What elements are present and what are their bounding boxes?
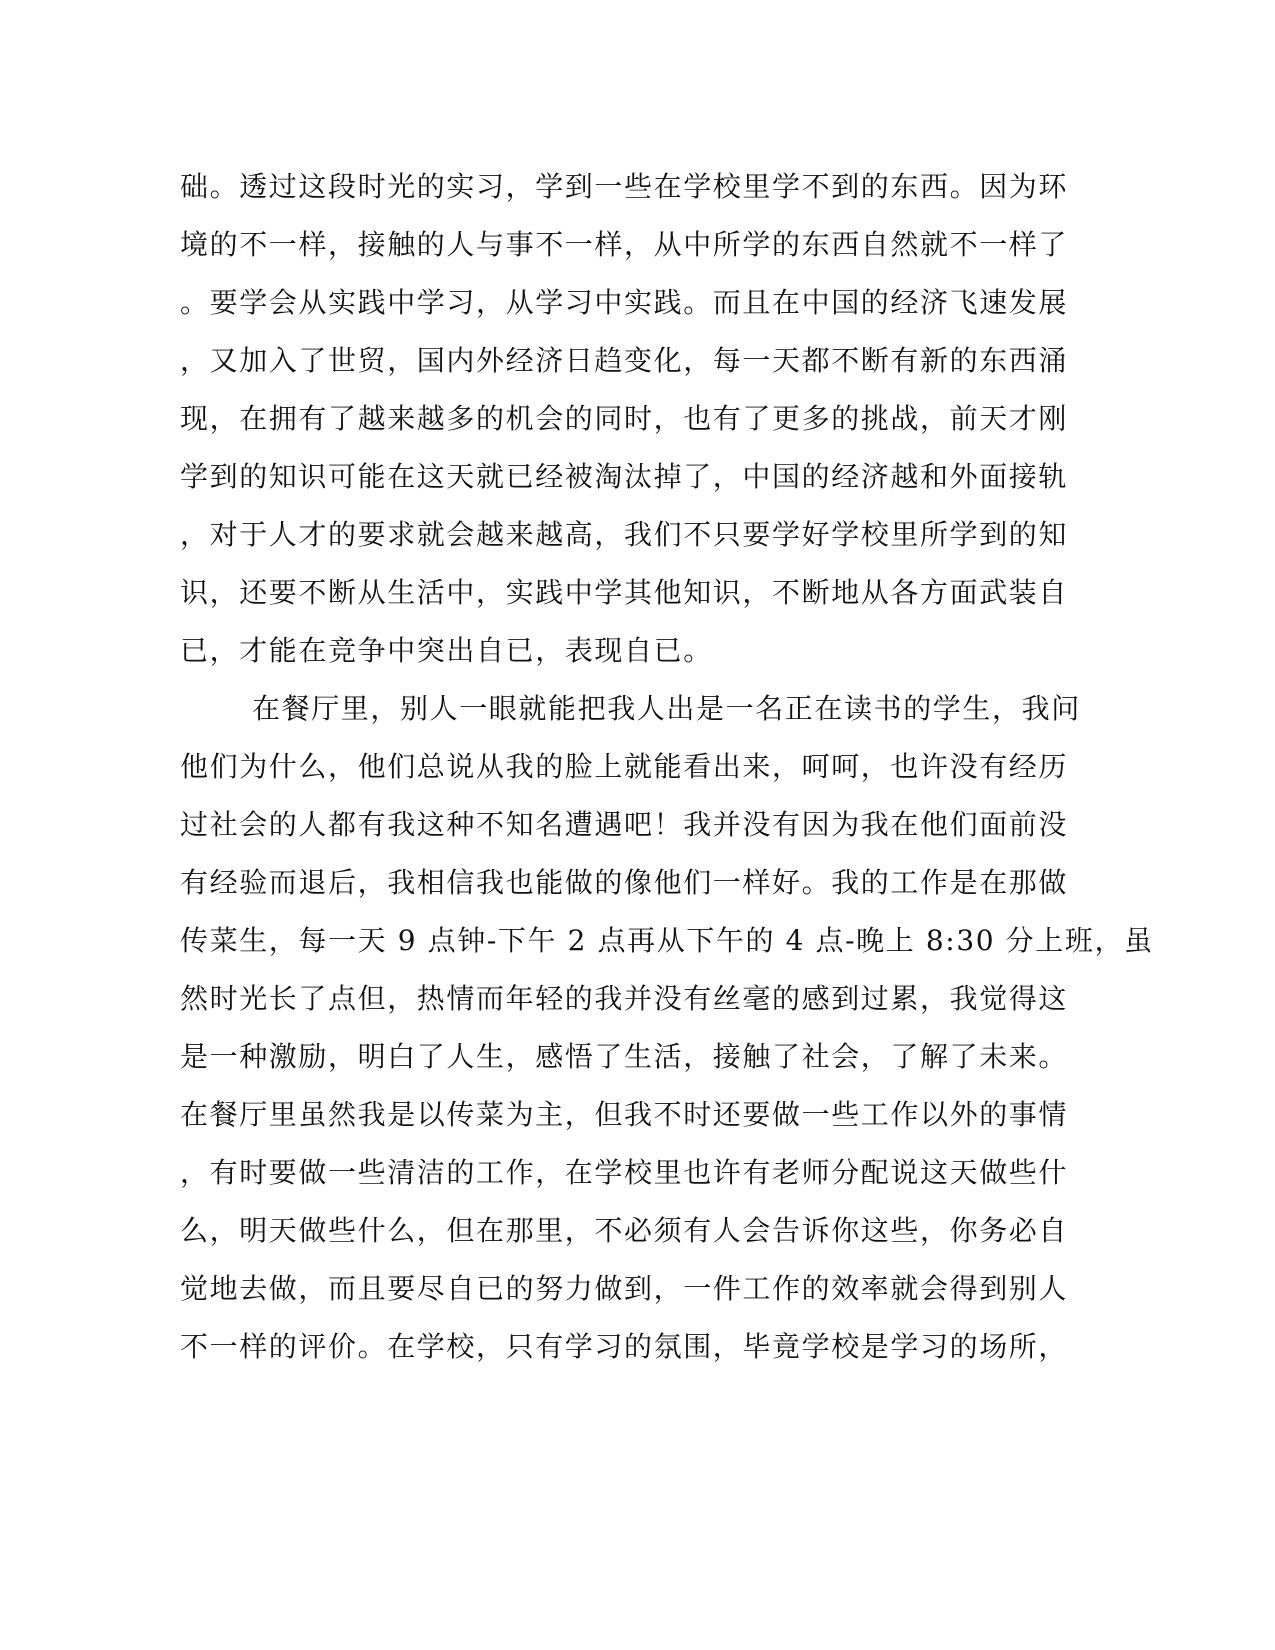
- text-line: 。要学会从实践中学习，从学习中实践。而且在中国的经济飞速发展: [180, 286, 1069, 319]
- text-line: 在餐厅里虽然我是以传菜为主，但我不时还要做一些工作以外的事情: [180, 1098, 1069, 1131]
- text-line: ，对于人才的要求就会越来越高，我们不只要学好学校里所学到的知: [180, 518, 1069, 551]
- text-line: 已，才能在竞争中突出自已，表现自已。: [180, 634, 713, 667]
- text-line: 过社会的人都有我这种不知名遭遇吧！我并没有因为我在他们面前没: [180, 808, 1069, 841]
- text-line: 现，在拥有了越来越多的机会的同时，也有了更多的挑战，前天才刚: [180, 402, 1069, 435]
- text-line: 不一样的评价。在学校，只有学习的氛围，毕竟学校是学习的场所，: [180, 1330, 1069, 1363]
- text-line: 传菜生，每一天 9 点钟-下午 2 点再从下午的 4 点-晚上 8:30 分上班，虽: [180, 924, 1154, 957]
- body-text: [180, 158, 1154, 1376]
- text-line: 然时光长了点但，热情而年轻的我并没有丝毫的感到过累，我觉得这: [180, 982, 1069, 1015]
- text-line: 境的不一样，接触的人与事不一样，从中所学的东西自然就不一样了: [180, 228, 1069, 261]
- text-line: ，有时要做一些清洁的工作，在学校里也许有老师分配说这天做些什: [180, 1156, 1069, 1189]
- text-line: ，又加入了世贸，国内外经济日趋变化，每一天都不断有新的东西涌: [180, 344, 1069, 377]
- text-line: 觉地去做，而且要尽自已的努力做到，一件工作的效率就会得到别人: [180, 1272, 1069, 1305]
- paragraph-first-line: 在餐厅里，别人一眼就能把我人出是一名正在读书的学生，我问: [252, 692, 1081, 725]
- text-line: 识，还要不断从生活中，实践中学其他知识，不断地从各方面武装自: [180, 576, 1069, 609]
- text-line: 他们为什么，他们总说从我的脸上就能看出来，呵呵，也许没有经历: [180, 750, 1069, 783]
- text-line: 么，明天做些什么，但在那里，不必须有人会告诉你这些，你务必自: [180, 1214, 1069, 1247]
- text-line: 是一种激励，明白了人生，感悟了生活，接触了社会，了解了未来。: [180, 1040, 1069, 1073]
- text-line: 学到的知识可能在这天就已经被淘汰掉了，中国的经济越和外面接轨: [180, 460, 1069, 493]
- text-line: 础。透过这段时光的实习，学到一些在学校里学不到的东西。因为环: [180, 170, 1069, 203]
- text-line: 有经验而退后，我相信我也能做的像他们一样好。我的工作是在那做: [180, 866, 1069, 899]
